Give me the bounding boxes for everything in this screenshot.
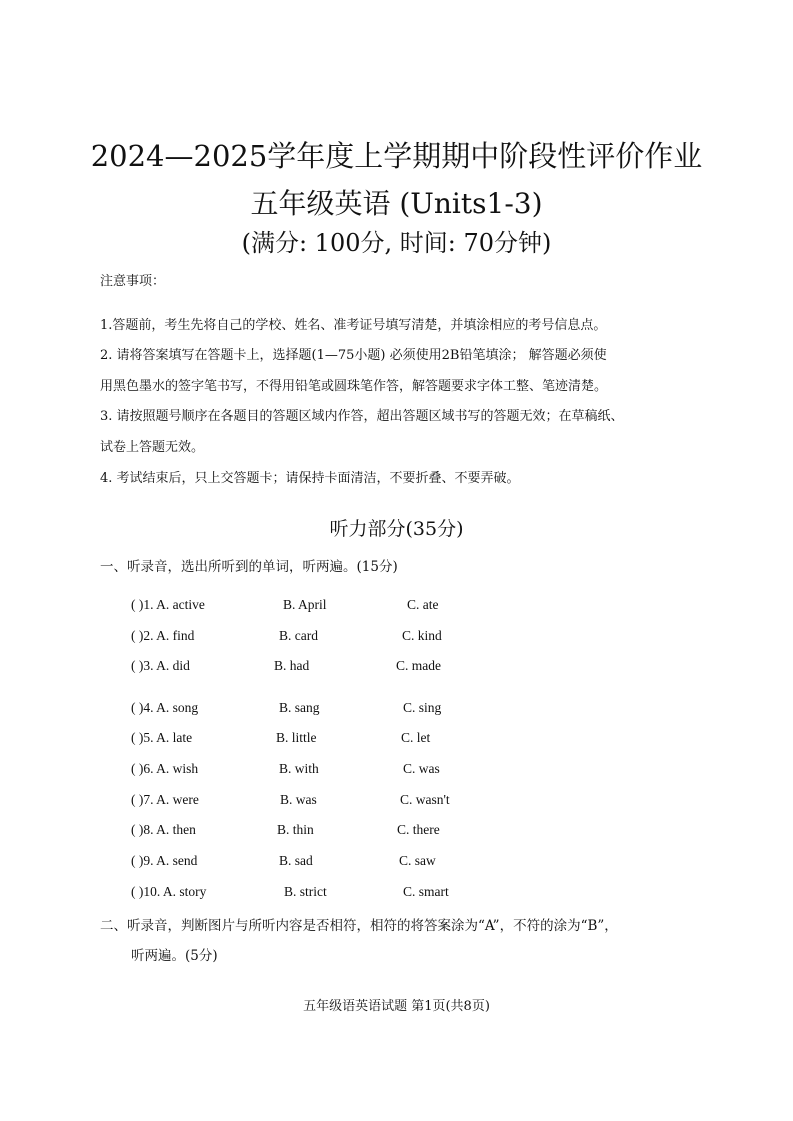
question-stem: ( )6. A. wish <box>131 761 199 776</box>
question-stem: ( )9. A. send <box>131 853 198 868</box>
part1-heading: 一、听录音，选出所听到的单词，听两遍。(15分) <box>100 559 398 575</box>
question-stem: ( )1. A. active <box>131 597 205 612</box>
option-b: B. sang <box>279 700 320 715</box>
option-c: C. ate <box>407 597 439 612</box>
notice-line: 1.答题前，考生先将自己的学校、姓名、准考证号填写清楚，并填涂相应的考号信息点。 <box>100 318 607 333</box>
notice-line: 2. 请将答案填写在答题卡上，选择题(1—75小题) 必须使用2B铅笔填涂； 解答题必须使 <box>100 348 607 363</box>
notice-line: 试卷上答题无效。 <box>100 440 205 455</box>
question-stem: ( )7. A. were <box>131 792 199 807</box>
option-b: B. had <box>274 658 310 673</box>
notice-heading: 注意事项： <box>100 274 166 289</box>
option-c: C. sing <box>403 700 442 715</box>
option-c: C. there <box>397 822 440 837</box>
notice-line: 用黑色墨水的签字笔书写，不得用铅笔或圆珠笔作答，解答题要求字体工整、笔迹清楚。 <box>100 379 608 394</box>
option-b: B. thin <box>277 822 314 837</box>
exam-subtitle: 五年级英语 (Units1-3) <box>250 187 543 220</box>
part2-heading-cont: 听两遍。(5分) <box>131 948 218 964</box>
question-stem: ( )3. A. did <box>131 658 190 673</box>
option-c: C. saw <box>399 853 436 868</box>
section-title-listening: 听力部分(35分) <box>329 518 464 540</box>
option-b: B. April <box>283 597 327 612</box>
question-stem: ( )5. A. late <box>131 730 193 745</box>
exam-score-time: (满分: 100分, 时间: 70分钟) <box>241 229 552 257</box>
question-stem: ( )8. A. then <box>131 822 196 837</box>
option-c: C. let <box>401 730 431 745</box>
option-c: C. made <box>396 658 441 673</box>
page-footer: 五年级语英语试题 第1页(共8页) <box>303 999 490 1014</box>
question-stem: ( )4. A. song <box>131 700 199 715</box>
option-c: C. was <box>403 761 440 776</box>
notice-line: 4. 考试结束后，只上交答题卡；请保持卡面清洁，不要折叠、不要弄破。 <box>100 471 520 486</box>
notice-line: 3. 请按照题号顺序在各题目的答题区域内作答，超出答题区域书写的答题无效；在草稿纸、 <box>100 409 624 424</box>
option-b: B. little <box>276 730 317 745</box>
option-b: B. card <box>279 628 318 643</box>
option-b: B. was <box>280 792 317 807</box>
option-b: B. sad <box>279 853 313 868</box>
option-b: B. strict <box>284 884 327 899</box>
option-c: C. wasn't <box>400 792 450 807</box>
part2-heading: 二、听录音，判断图片与所听内容是否相符，相符的将答案涂为“A”，不符的涂为“B”， <box>100 918 618 934</box>
option-c: C. kind <box>402 628 442 643</box>
option-b: B. with <box>279 761 319 776</box>
exam-title: 2024—2025学年度上学期期中阶段性评价作业 <box>90 139 703 173</box>
option-c: C. smart <box>403 884 449 899</box>
question-stem: ( )10. A. story <box>131 884 207 899</box>
question-stem: ( )2. A. find <box>131 628 195 643</box>
